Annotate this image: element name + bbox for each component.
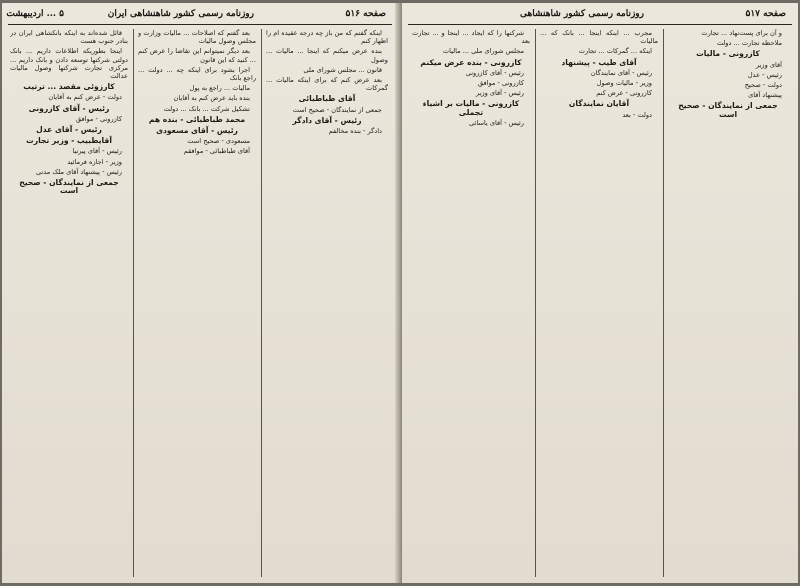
paragraph: رئیس - عدل xyxy=(747,70,782,79)
paragraph: مالیات ... راجع به پول xyxy=(189,84,250,93)
paragraph: دادگر - بنده مخالفم xyxy=(328,127,382,136)
speaker-line: کارزوئی مقصد ... ترتیب xyxy=(23,82,115,92)
paragraph: بعد گفتم که اصلاحات ... مالیات وزارت و مجلس وصول مالیات xyxy=(138,29,256,46)
paragraph: قائل شده‌اند به اینکه بانکشاهی ایران در بنادر جنوب هست xyxy=(10,29,128,46)
speaker-line: کازرونی - مالیات xyxy=(696,49,760,59)
left-header-rule xyxy=(8,24,392,25)
paragraph: مجلس شورای ملی ... مالیات xyxy=(442,47,524,56)
right-page-number: صفحه ۵۱۷ xyxy=(745,9,786,19)
paragraph: رئیس - آقای نمایندگان xyxy=(590,68,652,77)
left-page-header xyxy=(6,9,394,23)
paragraph: پیشنهاد آقای xyxy=(748,91,782,100)
speaker-line: رئیس - آقای کازرونی xyxy=(28,103,110,113)
paragraph: اینکه ... گمرکات ... تجارت xyxy=(578,47,652,56)
paragraph: آقای طباطبائی - موافقم xyxy=(183,147,250,156)
paragraph: رئیس - پیشنهاد آقای ملک مدنی xyxy=(35,167,122,176)
paragraph: مجرب ... اینکه اینجا ... بانک که ... مالیات xyxy=(540,29,658,46)
column-divider xyxy=(133,29,134,577)
speaker-line: آقای طیب - پیشنهاد xyxy=(561,57,637,67)
paragraph: وزیر - مالیات وصول xyxy=(596,79,652,88)
right-page-title: روزنامه رسمی کشور شاهنشاهی xyxy=(520,9,644,19)
left-page xyxy=(2,3,398,583)
paragraph: اجرا بشود برای اینکه چه ... دولت ... راجع بانک xyxy=(138,65,256,83)
paragraph: بنده باید عرض کنم به آقایان xyxy=(173,94,250,103)
paragraph: مسعودی - صحیح است xyxy=(187,137,250,146)
right-column-3 xyxy=(668,29,788,577)
paragraph: رئیس - آقای پیرنیا xyxy=(72,147,122,156)
paragraph: تشکیل شرکت ... بانک ... دولت xyxy=(163,104,250,113)
paragraph: رئیس - آقای وزیر xyxy=(475,89,524,98)
column-divider xyxy=(535,29,536,577)
paragraph: دولت - بعد xyxy=(622,110,652,119)
left-column-3 xyxy=(266,29,388,577)
speaker-line: محمد طباطبائی - بنده هم xyxy=(148,114,246,124)
left-page-date: ۵ ... اردیبهشت xyxy=(6,9,64,19)
speaker-line: کازرونی - مالیات بر اشیاء تجملی xyxy=(422,99,520,117)
paragraph: دولت - عرض کنم به آقایان xyxy=(48,93,122,102)
paragraph: اینکه گفتم که من باز چه درجه عقیده ام را اظهار کنم xyxy=(266,29,388,46)
right-column-1 xyxy=(412,29,530,577)
left-column-2 xyxy=(138,29,256,577)
paragraph: ملاحظه تجارت ... دولت xyxy=(716,39,782,48)
speaker-line: کازرونی - بنده عرض میکنم xyxy=(420,57,522,67)
paragraph: کازرونی - موافق xyxy=(75,114,122,123)
speaker-line: آقای طباطبائی xyxy=(298,94,356,104)
speaker-line: رئیس - آقای عدل xyxy=(36,125,102,135)
left-column-1 xyxy=(10,29,128,577)
left-page-number: صفحه ۵۱۶ xyxy=(345,9,386,19)
paragraph: اینجا بطوریکه اطلاعات داریم ... بانک دولتی شرکتها توسعه دادن و بانک داریم ... مرکزی تجارت شرکتها وصول مالیات عدالت xyxy=(10,47,128,81)
speaker-line: آقایطبیب - وزیر تجارت xyxy=(26,136,112,146)
column-divider xyxy=(261,29,262,577)
right-page-header xyxy=(406,9,794,23)
paragraph: شرکتها را که ایجاد ... اینجا و ... تجارت بعد xyxy=(412,29,530,46)
paragraph: کازرونی - عرض کنم xyxy=(596,89,652,98)
paragraph: رئیس - آقای یاسائی xyxy=(469,118,524,127)
speaker-line: آقایان نمایندگان xyxy=(568,99,630,109)
paragraph: وزیر - اجازه فرمائید xyxy=(67,157,122,166)
paragraph: و آن برای پست‌نهاد ... تجارت xyxy=(701,29,782,37)
paragraph: کازرونی - موافق xyxy=(477,79,524,88)
newspaper-spread xyxy=(2,3,798,583)
speaker-line: رئیس - آقای دادگر xyxy=(292,115,362,125)
right-page xyxy=(402,3,798,583)
paragraph: بعد دیگر نمیتوانم این تقاضا را عرض کنم ... کنید که این قانون xyxy=(138,47,256,64)
paragraph: رئیس - آقای کازرونی xyxy=(465,68,524,77)
paragraph: قانون ... مجلس شورای ملی xyxy=(303,65,382,74)
speaker-line: رئیس - آقای مسعودی xyxy=(156,126,238,136)
left-page-title: روزنامه رسمی کشور شاهنشاهی ایران xyxy=(107,9,254,19)
paragraph: جمعی از نمایندگان - صحیح است xyxy=(292,105,382,114)
paragraph: آقای وزیر xyxy=(755,60,782,69)
speaker-line: جمعی از نمایندگان - صحیح است xyxy=(678,101,778,119)
column-divider xyxy=(663,29,664,577)
paragraph: دولت - صحیح xyxy=(744,81,782,90)
right-header-rule xyxy=(408,24,792,25)
speaker-line: جمعی از نمایندگان - صحیح است xyxy=(19,178,119,196)
right-column-2 xyxy=(540,29,658,577)
paragraph: بنده عرض میکنم که اینجا ... مالیات ... وصول xyxy=(266,47,388,64)
paragraph: بعد عرض کنم که برای اینکه مالیات ... گمرکات xyxy=(266,76,388,93)
